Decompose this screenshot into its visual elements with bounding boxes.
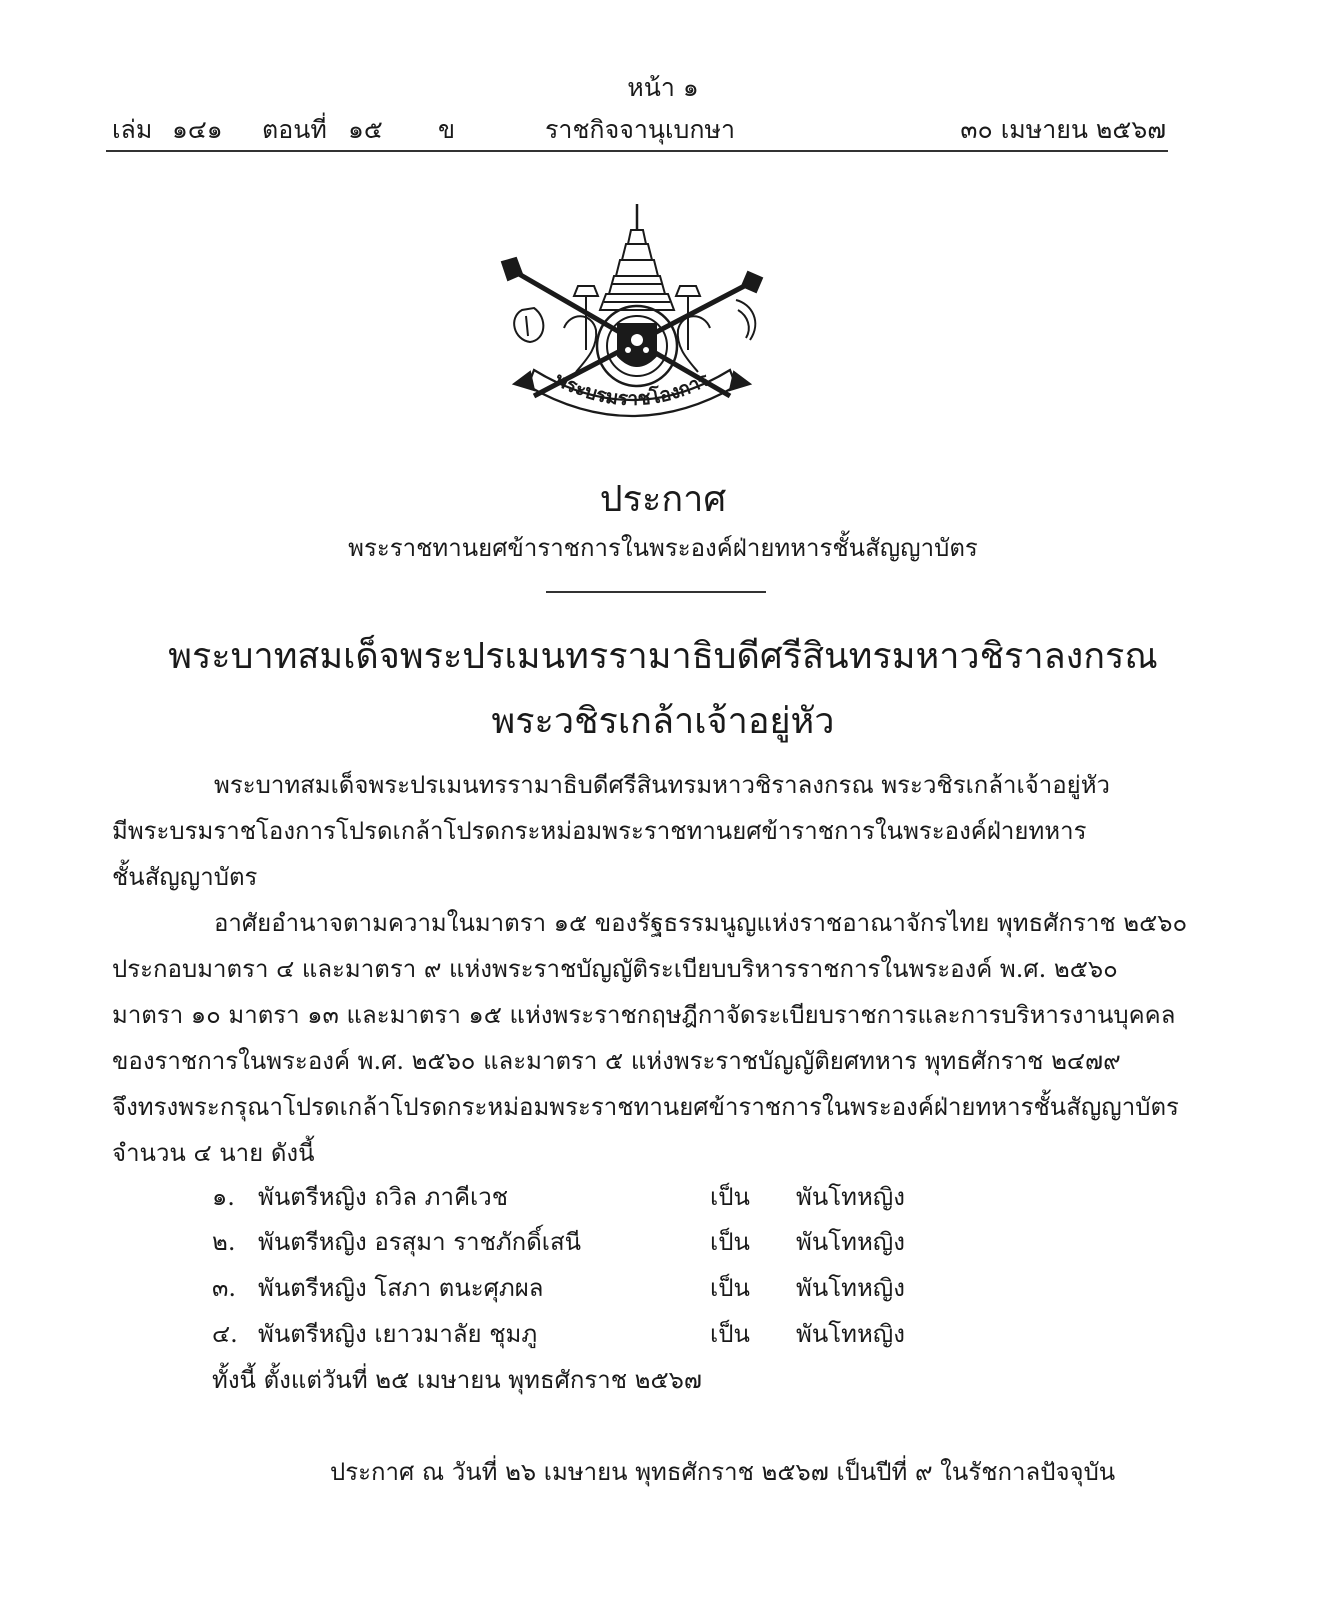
issue-label: ตอนที่: [262, 115, 327, 144]
appointment-row: [0, 1177, 1326, 1223]
effective-date: ทั้งนี้ ตั้งแต่วันที่ ๒๕ เมษายน พุทธศักราช ๒๕๖๗: [212, 1366, 702, 1394]
appointment-number: ๒.: [212, 1228, 236, 1256]
gazette-name: ราชกิจจานุเบกษา: [545, 115, 736, 144]
header-divider: [106, 150, 1168, 152]
king-name-line-2: พระวชิรเกล้าเจ้าอยู่หัว: [491, 701, 835, 742]
body-line-9: จำนวน ๔ นาย ดังนี้: [112, 1139, 315, 1167]
document-title: ประกาศ: [599, 479, 727, 520]
volume-number: ๑๔๑: [172, 115, 223, 144]
appointment-rank: พันโทหญิง: [796, 1228, 905, 1256]
appointment-as: เป็น: [710, 1183, 750, 1211]
appointment-rank: พันโทหญิง: [796, 1183, 905, 1211]
volume-label: เล่ม: [112, 115, 153, 144]
body-line-6: มาตรา ๑๐ มาตรา ๑๓ และมาตรา ๑๕ แห่งพระราชกฤษฎีกาจัดระเบียบราชการและการบริหารงานบุคคล: [112, 1001, 1176, 1029]
appointment-name: พันตรีหญิง อรสุมา ราชภักดิ์เสนี: [258, 1228, 582, 1256]
section-letter: ข: [438, 115, 456, 144]
emblem-ribbon-text: พระบรมราชโองการ: [551, 368, 713, 411]
body-line-1: พระบาทสมเด็จพระปรเมนทรรามาธิบดีศรีสินทรมหาวชิราลงกรณ พระวชิรเกล้าเจ้าอยู่หัว: [214, 771, 1111, 799]
body-line-7: ของราชการในพระองค์ พ.ศ. ๒๕๖๐ และมาตรา ๕ แห่งพระราชบัญญัติยศทหาร พุทธศักราช ๒๔๗๙: [112, 1047, 1121, 1075]
body-line-5: ประกอบมาตรา ๔ และมาตรา ๙ แห่งพระราชบัญญัติระเบียบบริหารราชการในพระองค์ พ.ศ. ๒๕๖๐: [112, 955, 1118, 983]
appointment-rank: พันโทหญิง: [796, 1274, 905, 1302]
appointment-row: [0, 1222, 1326, 1268]
appointment-number: ๔.: [212, 1320, 238, 1348]
appointment-as: เป็น: [710, 1228, 750, 1256]
appointment-name: พันตรีหญิง โสภา ตนะศุภผล: [258, 1274, 544, 1302]
appointment-as: เป็น: [710, 1274, 750, 1302]
body-line-8: จึงทรงพระกรุณาโปรดเกล้าโปรดกระหม่อมพระราชทานยศข้าราชการในพระองค์ฝ่ายทหารชั้นสัญญาบัตร: [112, 1093, 1179, 1121]
document-subtitle: พระราชทานยศข้าราชการในพระองค์ฝ่ายทหารชั้นสัญญาบัตร: [348, 534, 978, 562]
body-line-4: อาศัยอำนาจตามความในมาตรา ๑๕ ของรัฐธรรมนูญแห่งราชอาณาจักรไทย พุทธศักราช ๒๕๖๐: [214, 909, 1188, 937]
king-name-line-1: พระบาทสมเด็จพระปรเมนทรรามาธิบดีศรีสินทรมหาวชิราลงกรณ: [168, 636, 1158, 677]
page-number: หน้า ๑: [627, 73, 699, 102]
issue-number: ๑๕: [348, 115, 383, 144]
appointment-number: ๑.: [212, 1183, 235, 1211]
given-date: ประกาศ ณ วันที่ ๒๖ เมษายน พุทธศักราช ๒๕๖๗ เป็นปีที่ ๙ ในรัชกาลปัจจุบัน: [330, 1458, 1116, 1486]
appointment-row: [0, 1314, 1326, 1360]
appointment-rank: พันโทหญิง: [796, 1320, 905, 1348]
appointment-number: ๓.: [212, 1274, 237, 1302]
appointment-name: พันตรีหญิง เยาวมาลัย ชุมภู: [258, 1320, 538, 1348]
title-divider: [546, 591, 766, 593]
body-line-3: ชั้นสัญญาบัตร: [112, 863, 258, 891]
body-line-2: มีพระบรมราชโองการโปรดเกล้าโปรดกระหม่อมพระราชทานยศข้าราชการในพระองค์ฝ่ายทหาร: [112, 817, 1087, 845]
royal-emblem-icon: [500, 200, 764, 432]
header-date: ๓๐ เมษายน ๒๕๖๗: [960, 115, 1166, 144]
appointment-as: เป็น: [710, 1320, 750, 1348]
appointment-name: พันตรีหญิง ถวิล ภาคีเวช: [258, 1183, 508, 1211]
appointment-row: [0, 1268, 1326, 1314]
